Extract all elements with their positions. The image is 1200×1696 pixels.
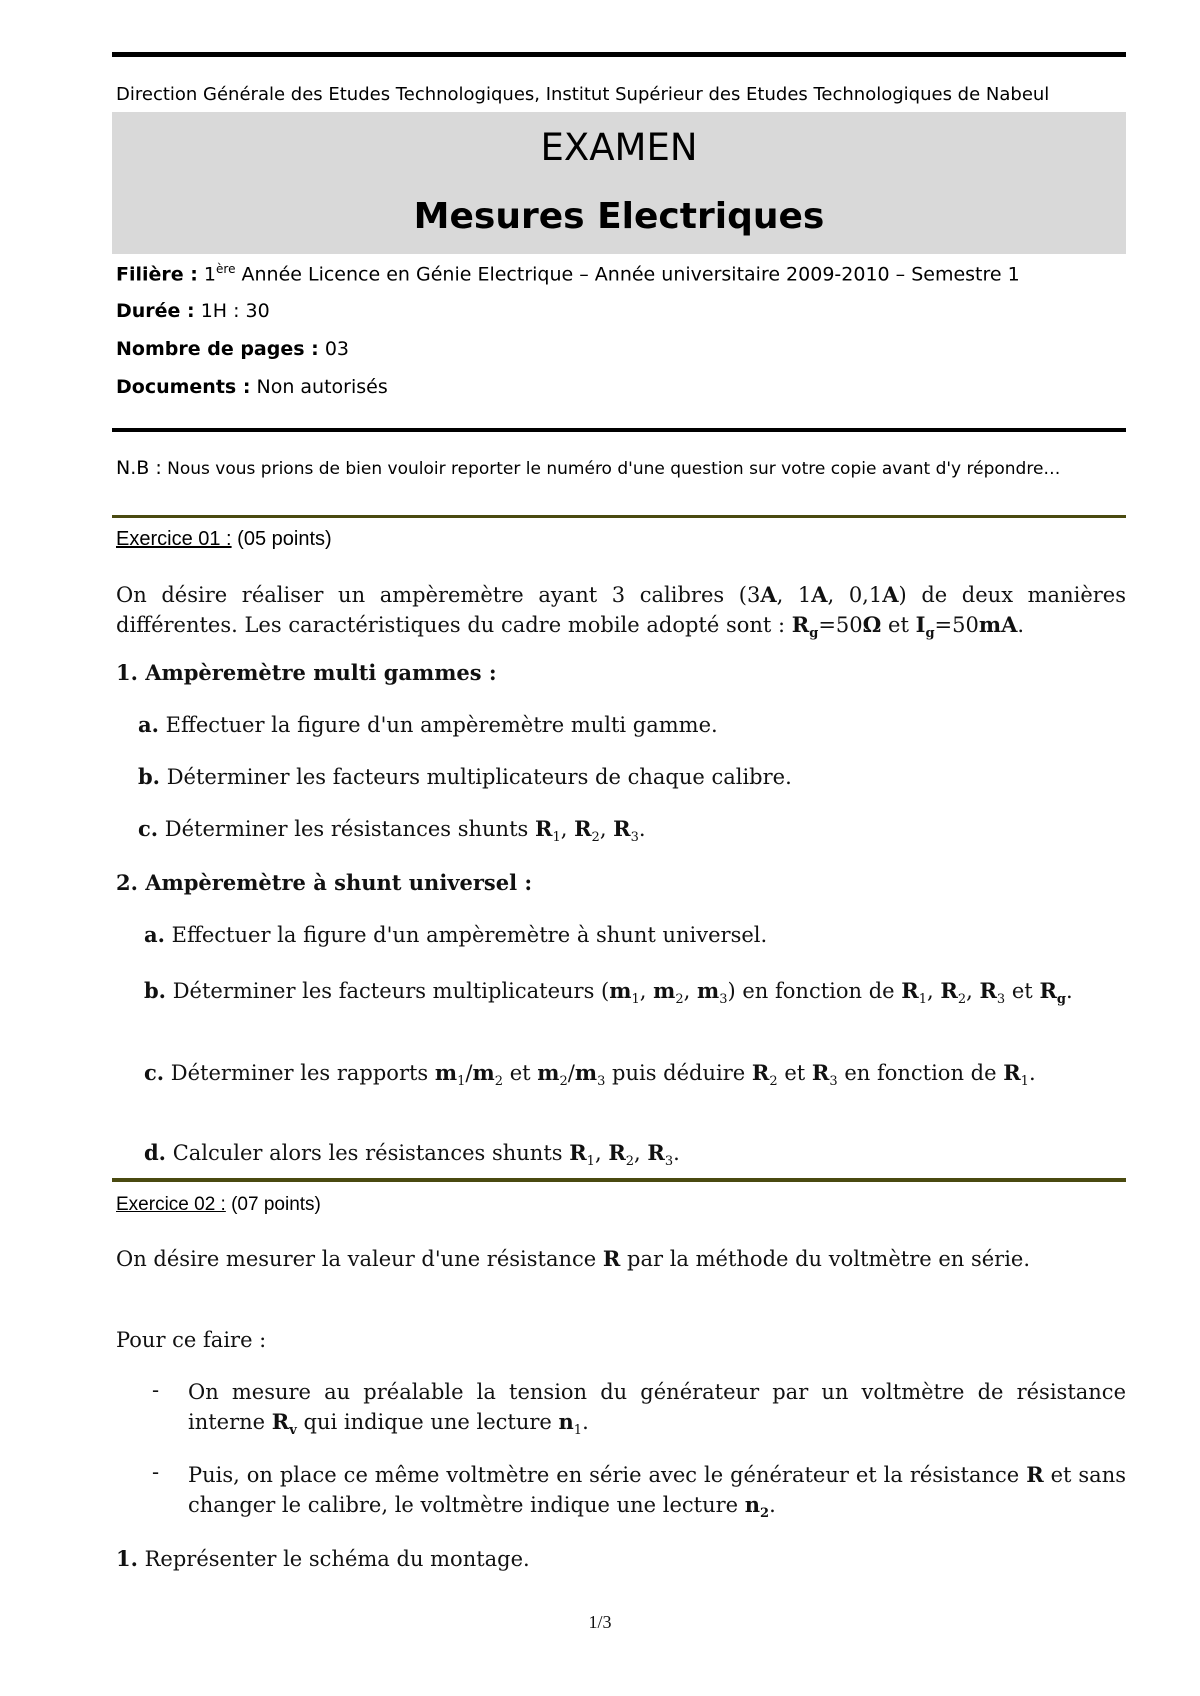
exercise2-points: (07 points) [231, 1194, 321, 1215]
exercise1-rule [112, 515, 1126, 518]
s2-item-c: c. Déterminer les rapports $m_1/m_2$ et $m_2/m_3$ puis déduire $R_2$ et $R_3$ en fonction de $R_1$. [144, 1060, 1036, 1090]
exercise1-intro: On désire réaliser un ampèremètre ayant 3 calibres (3A, 1A, 0,1A) de deux manières différentes. Les caractéristiques du cadre mobile adopté sont : $R_g=50\Omega$ et $I_g=50mA$. [116, 582, 1126, 642]
filiere-line [116, 262, 1020, 285]
duree-line [116, 300, 270, 322]
nb-text: Nous vous prions de bien vouloir reporter le numéro d'une question sur votre copie avant d'y répondre… [167, 459, 1061, 479]
duree-label: Durée : [116, 300, 195, 322]
section2-title: 2. Ampèremètre à shunt universel : [116, 870, 533, 895]
exercise1-label: Exercice 01 : [116, 528, 232, 550]
bullet-dash-2: - [152, 1460, 160, 1484]
institution-line: Direction Générale des Etudes Technologiques, Institut Supérieur des Etudes Technologiques de Nabeul [116, 84, 1050, 105]
s1-item-a: a. Effectuer la figure d'un ampèremètre multi gamme. [138, 712, 718, 737]
exam-title: EXAMEN [540, 126, 698, 169]
exercise1-points: (05 points) [237, 528, 332, 550]
exercise2-title [116, 1194, 321, 1216]
exercise2-question-1: 1. Représenter le schéma du montage. [116, 1546, 530, 1571]
duree-value: 1H : 30 [200, 300, 270, 322]
page-number: 1/3 [588, 1612, 612, 1632]
bullet-dash-1: - [152, 1378, 160, 1402]
filiere-label: Filière : [116, 263, 198, 286]
documents-value: Non autorisés [256, 376, 388, 398]
s1-item-c: c. Déterminer les résistances shunts $R_1$, $R_2$, $R_3$. [138, 816, 646, 846]
section1-title: 1. Ampèremètre multi gammes : [116, 660, 497, 685]
s2-item-b: b. Déterminer les facteurs multiplicateurs ($m_1$, $m_2$, $m_3$) en fonction de $R_1$, $R_2$, $R_3$ et $R_g$. [144, 978, 1073, 1008]
exercise2-bullet-1: On mesure au préalable la tension du générateur par un voltmètre de résistance interne $R_v$ qui indique une lecture $n_1$. [188, 1380, 1126, 1439]
filiere-num: 1 [203, 263, 217, 286]
s2-item-d: d. Calculer alors les résistances shunts $R_1$, $R_2$, $R_3$. [144, 1140, 680, 1170]
pages-value: 03 [324, 338, 349, 360]
filiere-sup: ère [216, 262, 236, 276]
exercise2-pour: Pour ce faire : [116, 1328, 267, 1352]
nb-note [116, 454, 1126, 483]
exercise2-intro: On désire mesurer la valeur d'une résistance R par la méthode du voltmètre en série. [116, 1246, 1031, 1271]
s1-item-b: b. Déterminer les facteurs multiplicateurs de chaque calibre. [138, 764, 792, 789]
documents-line [116, 376, 388, 398]
exercise2-label: Exercice 02 : [116, 1194, 226, 1215]
s2-item-a: a. Effectuer la figure d'un ampèremètre à shunt universel. [144, 922, 768, 947]
pages-label: Nombre de pages : [116, 338, 319, 360]
filiere-value: Année Licence en Génie Electrique – Année universitaire 2009-2010 – Semestre 1 [241, 263, 1020, 286]
exercise2-bullet-2: Puis, on place ce même voltmètre en série avec le générateur et la résistance R et sans changer le calibre, le voltmètre indique une lecture $n_2$. [188, 1462, 1126, 1522]
nb-label: N.B : [116, 457, 162, 479]
exercise1-title [116, 528, 332, 551]
pages-line [116, 338, 349, 360]
documents-label: Documents : [116, 376, 251, 398]
title-box [112, 112, 1126, 254]
course-title: Mesures Electriques [413, 196, 825, 237]
mid-rule [112, 428, 1126, 432]
exercise2-rule [112, 1178, 1126, 1182]
top-rule [112, 52, 1126, 57]
